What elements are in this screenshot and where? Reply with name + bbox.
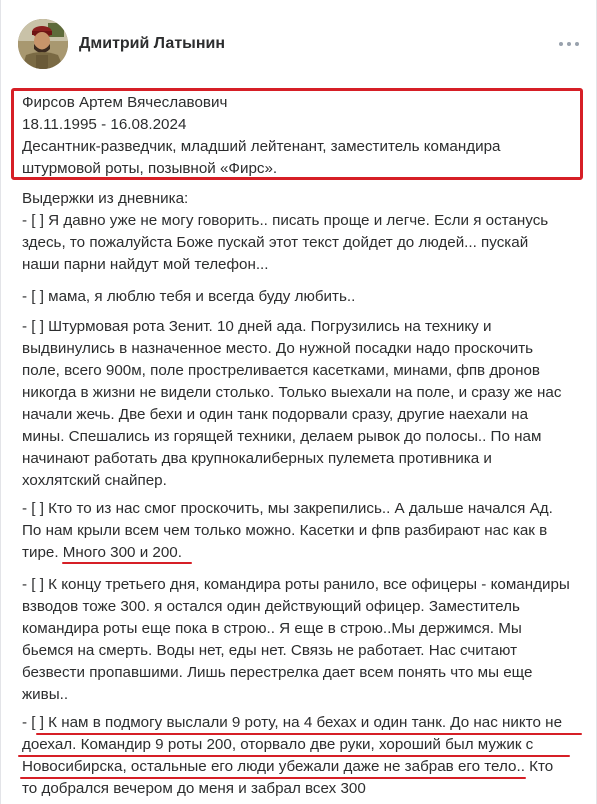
diary-entry-line: Новосибирска, остальные его люди убежали даже не забрав его тело.. Кто	[22, 758, 554, 775]
diary-entry-line: наши парни найдут мой телефон...	[22, 256, 269, 273]
diary-entry-line: - [ ] Кто то из нас смог проскочить, мы закрепились.. А дальше начался Ад.	[22, 500, 553, 517]
diary-entry-line: безвести пропавшими. Лишь перестрелка дает всем понять что мы еще	[22, 664, 533, 681]
bio-description: Десантник-разведчик, младший лейтенант, заместитель командира	[22, 138, 501, 155]
diary-entry-line: то добрался вечером до меня и забрал всех 300	[22, 780, 366, 797]
author-name[interactable]: Дмитрий Латынин	[79, 35, 225, 52]
post-header	[1, 0, 596, 90]
diary-entry-line: - [ ] Штурмовая рота Зенит. 10 дней ада. Погрузились на технику и	[22, 318, 492, 335]
diary-entry-line: здесь, то пожалуйста Боже пускай этот текст дойдет до людей... пускай	[22, 234, 529, 251]
diary-entry-line: никогда в жизни не видели столько. Только выехали на поле, и сразу же нас	[22, 384, 562, 401]
diary-entry-line: поле, всего 900м, поле простреливается касетками, минами, фпв дронов	[22, 362, 540, 379]
diary-entry-line: - [ ] К концу третьего дня, командира роты ранило, все офицеры - командиры	[22, 576, 570, 593]
diary-entry-line: доехал. Командир 9 роты 200, оторвало две руки, хороший был мужик с	[22, 736, 534, 753]
profile-photo-icon	[18, 19, 68, 69]
more-horizontal-icon-dot	[567, 42, 571, 46]
more-horizontal-icon-dot	[575, 42, 579, 46]
diary-intro: Выдержки из дневника:	[22, 190, 189, 207]
diary-entry-line: начинают работать два крупнокалиберных пулемета противника и	[22, 450, 492, 467]
bio-name: Фирсов Артем Вячеславович	[22, 94, 228, 111]
diary-entry-line: По нам крыли всем чем только можно. Касетки и фпв разбирают нас как в	[22, 522, 548, 539]
more-horizontal-icon	[559, 42, 563, 46]
more-options-button[interactable]	[557, 36, 581, 52]
author-avatar[interactable]	[18, 19, 68, 69]
bio-dates: 18.11.1995 - 16.08.2024	[22, 116, 187, 133]
diary-entry-line: хохлятский снайпер.	[22, 472, 167, 489]
diary-entry-line: живы..	[22, 686, 69, 703]
diary-entry-line: выдвинулись в назначенное место. До нужной посадки надо проскочить	[22, 340, 534, 357]
diary-entry-line: - [ ] К нам в подмогу выслали 9 роту, на 4 бехах и один танк. До нас никто не	[22, 714, 563, 731]
diary-entry-line: тире. Много 300 и 200.	[22, 544, 182, 561]
diary-entry-line: - [ ] Я давно уже не могу говорить.. писать проще и легче. Если я останусь	[22, 212, 549, 229]
highlight-underline	[62, 562, 192, 564]
diary-entry-line: мины. Спешались из горящей техники, делаем рывок до полосы.. По нам	[22, 428, 542, 445]
diary-entry-line: командира роты еще пока в строю.. Я еще в строю..Мы держимся. Мы	[22, 620, 522, 637]
diary-entry-line: - [ ] мама, я люблю тебя и всегда буду любить..	[22, 288, 356, 305]
diary-entry-line: взводов тоже 300. я остался один действующий офицер. Заместитель	[22, 598, 520, 615]
diary-entry-line: бьемся на смерть. Воды нет, еды нет. Связь не работает. Нас считают	[22, 642, 518, 659]
bio-description: штурмовой роты, позывной «Фирс».	[22, 160, 278, 177]
diary-entry-line: начали жечь. Две бехи и один танк подорвали сразу, другие наехали на	[22, 406, 529, 423]
